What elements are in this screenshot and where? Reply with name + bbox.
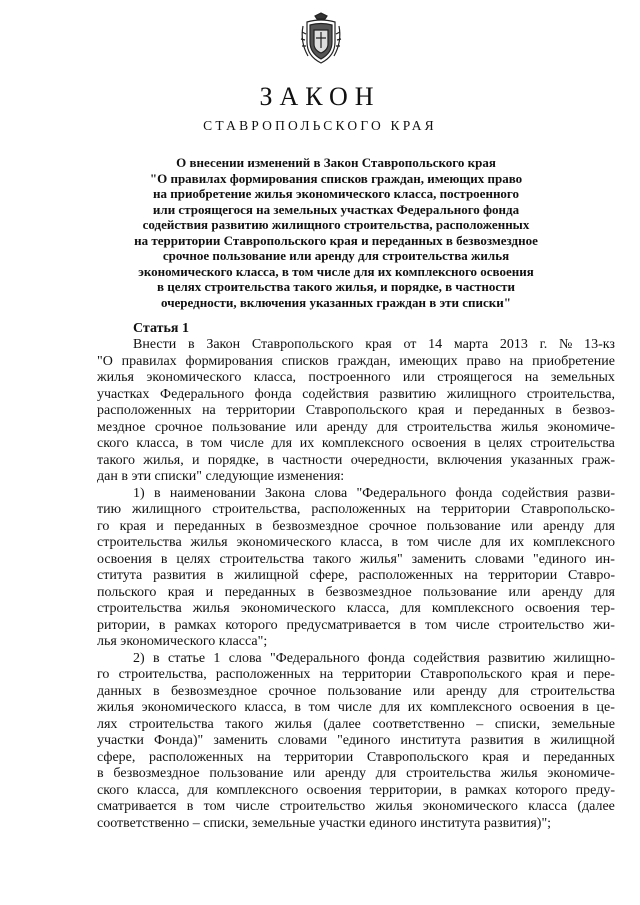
heading-line: на территории Ставропольского края и переданных в безвозмездное [134,232,538,248]
article-body [97,337,615,832]
body-line: участки Фонда)" заменить словами "единого института развития в жилищной [97,733,615,748]
body-line: сфере, расположенных на территории Ставропольского края и переданных [97,749,615,765]
body-line: 2) в статье 1 слова "Федерального фонда содействия развитию жилищно- [133,650,615,666]
body-line: ского класса, в том числе для их комплексного освоения в целях строительства [97,436,615,451]
body-line: строительства жилья экономического класса, в том числе для их комплексного [97,535,615,550]
body-line: Внести в Закон Ставропольского края от 14 марта 2013 г. № 13-кз [133,337,615,352]
heading-line: экономического класса, в том числе для их комплексного освоения [138,263,534,279]
body-line: ритории, в рамках которого предусматривается в том числе строительство жи- [97,617,615,633]
body-line: мездное срочное пользование или аренду для строительства жилья экономиче- [97,419,615,435]
body-line: польского края и переданных в безвозмездное пользование или аренду для [97,584,615,600]
body-line: расположенных на территории Ставропольского края и переданных в безвоз- [97,403,615,418]
body-line: дан в эти списки" следующие изменения: [97,469,345,484]
heading-line: в целях строительства такого жилья, и порядке, в частности [156,279,516,294]
heading-line: О внесении изменений в Закон Ставропольского края [176,155,496,170]
body-line: "О правилах формирования списков граждан, имеющих право на приобретение [97,353,615,369]
body-line: ского класса, для комплексного освоения территории, в рамках которого преду- [97,782,615,798]
body-line: жилья экономического класса, построенного или строящегося на земельных [97,370,615,385]
body-line: строительства жилья экономического класса, для комплексного освоения тер- [97,601,615,616]
body-line: ститута развития в жилищной сфере, расположенных на территории Ставро- [97,568,615,583]
body-line: в безвозмездное пользование или аренду для строительства жилья экономиче- [97,766,615,781]
document-subtitle: СТАВРОПОЛЬСКОГО КРАЯ [203,118,437,133]
heading-line: содействия развитию жилищного строительства, расположенных [142,217,530,232]
coat-of-arms-icon [298,12,344,66]
body-line: данных в безвозмездное срочное пользование или аренду для строительства [97,683,615,699]
article-title: Статья 1 [133,321,189,336]
heading-line: на приобретение жилья экономического класса, построенного [152,186,520,201]
body-line: сматривается в том числе строительство жилья экономического класса (далее [97,799,615,814]
body-line: тию жилищного строительства, расположенных на территории Ставропольско- [97,502,615,517]
heading-line: "О правилах формирования списков граждан, имеющих право [149,170,523,186]
body-line: жилья экономического класса, в том числе для их комплексного освоения в це- [97,700,615,715]
law-heading [96,155,576,310]
document-title: ЗАКОН [259,82,381,111]
heading-line: срочное пользование или аренду для строительства жилья [162,248,510,263]
body-line: 1) в наименовании Закона слова "Федерального фонда содействия разви- [133,485,615,501]
body-line: участках Федерального фонда содействия развитию жилищного строительства, [97,386,615,402]
body-line: лья экономического класса"; [97,634,268,649]
body-line: такого жилья, и порядке, в частности очередности, включения указанных граж- [97,452,615,468]
body-line: соответственно – списки, земельные участки единого института развития)"; [97,815,552,831]
heading-line: или строящегося на земельных участках Федерального фонда [152,201,520,217]
body-line: освоения в целях строительства такого жилья" заменить словами "единого ин- [97,551,615,567]
body-line: го строительства, расположенных на территории Ставропольского края и пере- [97,667,615,682]
body-line: го края и переданных в безвозмездное срочное пользование или аренду для [97,518,615,534]
body-line: лях строительства такого жилья (далее соответственно – списки, земельные [97,716,615,732]
heading-line: очередности, включения указанных граждан в эти списки" [161,294,511,310]
